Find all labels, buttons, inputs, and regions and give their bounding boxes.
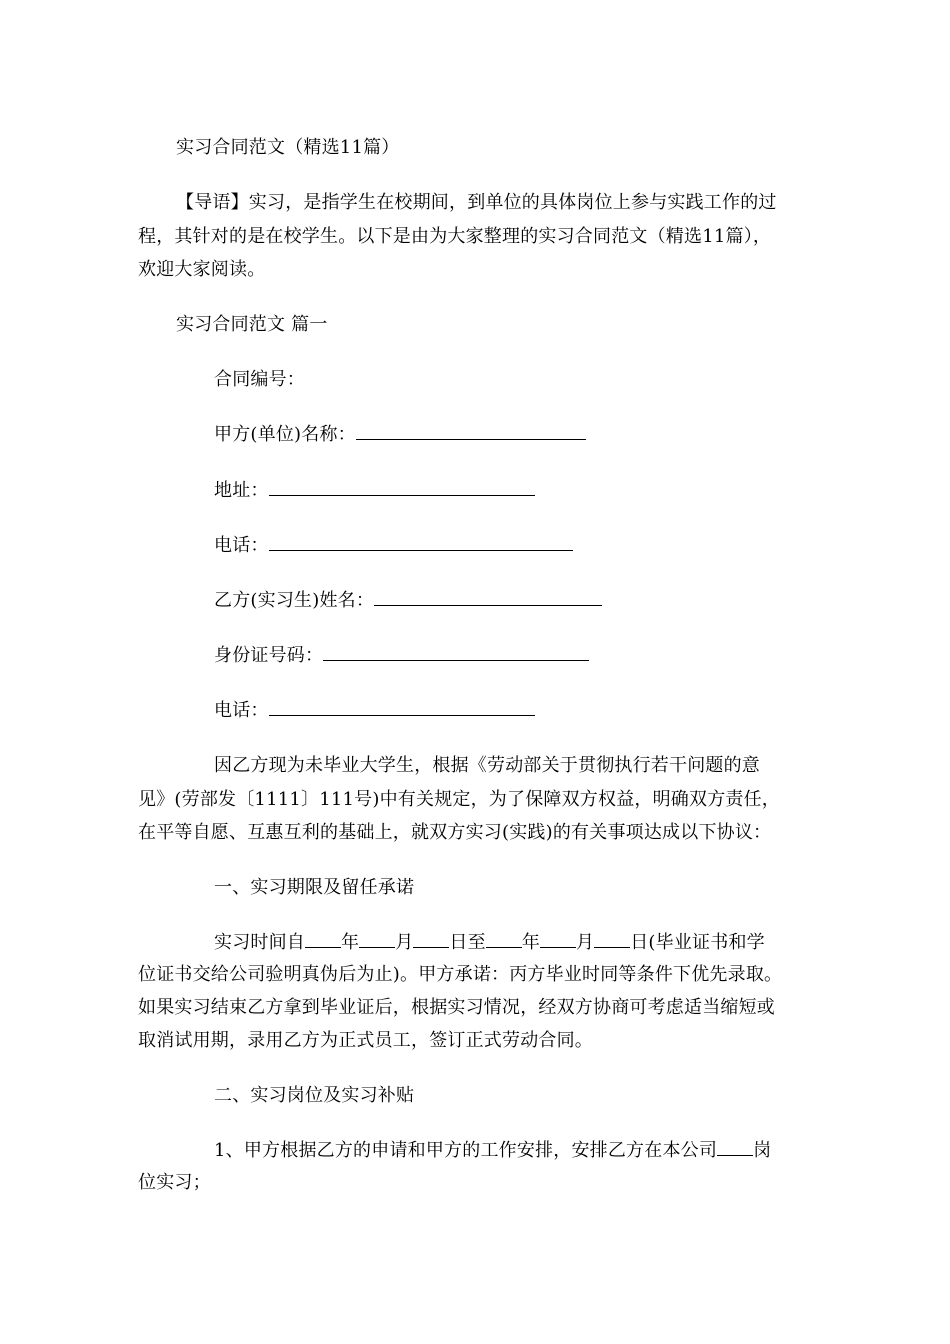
- article-2-item-1-line-1: [214, 1139, 771, 1163]
- text-part: 月: [576, 932, 595, 953]
- fill-blank: [717, 1139, 753, 1156]
- field-phone-b: [214, 699, 535, 723]
- intro-line-1: 【导语】实习，是指学生在校期间，到单位的具体岗位上参与实践工作的过: [176, 192, 777, 213]
- article-2-item-1-line-2: 位实习；: [138, 1172, 211, 1193]
- article-2-heading: 二、实习岗位及实习补贴: [214, 1085, 415, 1106]
- field-address: [214, 479, 535, 503]
- article-1-line-4: 取消试用期，录用乙方为正式员工，签订正式劳动合同。: [138, 1030, 593, 1051]
- field-label: 地址：: [214, 480, 269, 501]
- article-1-line-3: 如果实习结束乙方拿到毕业证后，根据实习情况，经双方协商可考虑适当缩短或: [138, 997, 775, 1018]
- intro-line-3: 欢迎大家阅读。: [138, 259, 266, 280]
- text-part: 年: [521, 932, 541, 953]
- preamble-line-2: 见》(劳部发〔1111〕111号)中有关规定，为了保障双方权益，明确双方责任，: [138, 789, 781, 810]
- article-1-heading: 一、实习期限及留任承诺: [214, 877, 415, 898]
- section-title: 实习合同范文 篇一: [176, 314, 328, 335]
- article-1-line-1: [214, 931, 765, 955]
- fill-blank: [359, 931, 395, 948]
- text-part: 月: [395, 932, 414, 953]
- text-part: 1、甲方根据乙方的申请和甲方的工作安排，安排乙方在本公司: [214, 1140, 718, 1161]
- fill-blank: [269, 479, 535, 496]
- document-title: 实习合同范文（精选11篇）: [176, 137, 400, 158]
- fill-blank: [305, 931, 341, 948]
- field-party-a-name: [214, 423, 586, 447]
- text-part: 岗: [753, 1140, 772, 1161]
- fill-blank: [269, 534, 573, 551]
- article-1-line-2: 位证书交给公司验明真伪后为止)。甲方承诺：丙方毕业时同等条件下优先录取。: [138, 964, 783, 985]
- fill-blank: [269, 699, 535, 716]
- field-label: 合同编号：: [214, 369, 305, 390]
- fill-blank: [374, 589, 602, 606]
- field-id-no: [214, 644, 589, 668]
- field-party-b-name: [214, 589, 602, 613]
- fill-blank: [356, 423, 586, 440]
- preamble-line-3: 在平等自愿、互惠互利的基础上，就双方实习(实践)的有关事项达成以下协议：: [138, 822, 772, 843]
- field-label: 电话：: [214, 535, 269, 556]
- field-label: 甲方(单位)名称：: [214, 424, 356, 445]
- intro-line-2: 程，其针对的是在校学生。以下是由为大家整理的实习合同范文（精选11篇），: [138, 226, 772, 247]
- fill-blank: [486, 931, 522, 948]
- field-label: 身份证号码：: [214, 645, 324, 666]
- text-part: 日至: [449, 932, 486, 953]
- field-contract-no: [214, 368, 305, 392]
- field-label: 电话：: [214, 700, 269, 721]
- text-part: 年: [341, 932, 360, 953]
- fill-blank: [594, 931, 630, 948]
- field-phone-a: [214, 534, 573, 558]
- text-part: 实习时间自: [214, 932, 305, 953]
- fill-blank: [413, 931, 449, 948]
- fill-blank: [323, 644, 589, 661]
- text-part: 日(毕业证书和学: [630, 932, 765, 953]
- field-label: 乙方(实习生)姓名：: [214, 590, 375, 611]
- fill-blank: [540, 931, 576, 948]
- preamble-line-1: 因乙方现为未毕业大学生，根据《劳动部关于贯彻执行若干问题的意: [214, 755, 760, 776]
